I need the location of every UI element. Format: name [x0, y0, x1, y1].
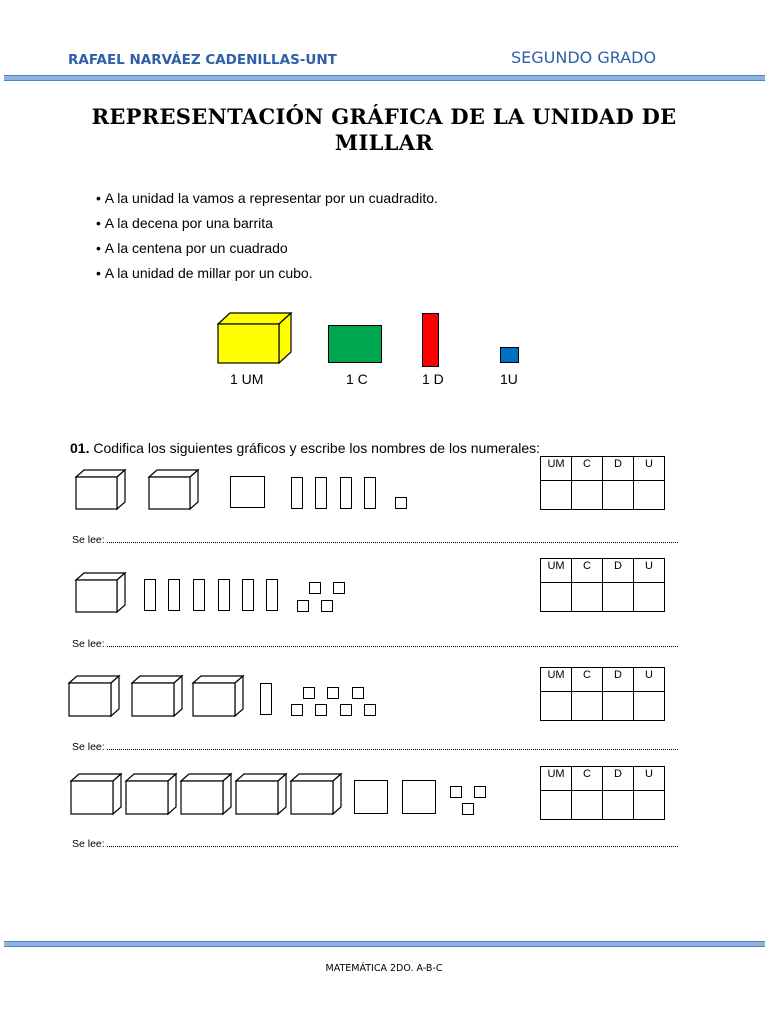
header-um: UM [541, 668, 572, 692]
cube-icon [192, 675, 245, 718]
header-d: D [603, 668, 634, 692]
footer-text: MATEMÁTICA 2DO. A-B-C [325, 963, 443, 974]
header-d: D [603, 559, 634, 583]
legend-label-um: 1 UM [230, 371, 264, 387]
unit-square [333, 582, 345, 594]
cube-icon [68, 675, 121, 718]
unit-square [462, 803, 474, 815]
footer-divider [4, 941, 765, 947]
header-um: UM [541, 457, 572, 481]
header-um: UM [541, 559, 572, 583]
cube-icon [70, 773, 123, 816]
unit-square [315, 704, 327, 716]
answer-dotted-line[interactable] [107, 638, 678, 647]
read-label: Se lee: [72, 638, 105, 650]
answer-dotted-line[interactable] [107, 534, 678, 543]
header-c: C [572, 767, 603, 791]
author-name: RAFAEL NARVÁEZ CADENILLAS-UNT [68, 52, 337, 68]
read-label: Se lee: [72, 741, 105, 753]
question-text: Codifica los siguientes gráficos y escribe los nombres de los numerales: [93, 440, 541, 456]
answer-cell-u[interactable] [634, 583, 665, 612]
ten-bar [168, 579, 180, 611]
legend-hundred-square [328, 325, 382, 363]
legend-label-d: 1 D [422, 371, 444, 387]
cube-icon [75, 572, 127, 614]
answer-cell-um[interactable] [541, 791, 572, 820]
header-c: C [572, 559, 603, 583]
cube-icon [125, 773, 178, 816]
unit-square [395, 497, 407, 509]
header-d: D [603, 457, 634, 481]
header-u: U [634, 559, 665, 583]
read-line-2[interactable] [72, 638, 678, 650]
header-u: U [634, 457, 665, 481]
header-um: UM [541, 767, 572, 791]
ten-bar [291, 477, 303, 509]
question-prompt [70, 440, 540, 456]
unit-square [303, 687, 315, 699]
answer-cell-um[interactable] [541, 692, 572, 721]
place-value-table-3 [540, 667, 665, 721]
ten-bar [266, 579, 278, 611]
answer-cell-c[interactable] [572, 481, 603, 510]
unit-square [327, 687, 339, 699]
unit-square [450, 786, 462, 798]
instruction-item: • A la unidad la vamos a representar por un cuadradito. [96, 188, 438, 213]
ten-bar [144, 579, 156, 611]
header-u: U [634, 668, 665, 692]
header-d: D [603, 767, 634, 791]
answer-dotted-line[interactable] [107, 838, 678, 847]
unit-square [364, 704, 376, 716]
unit-square [340, 704, 352, 716]
answer-dotted-line[interactable] [107, 741, 678, 750]
question-number: 01. [70, 440, 90, 456]
answer-cell-u[interactable] [634, 692, 665, 721]
answer-cell-c[interactable] [572, 791, 603, 820]
read-line-1[interactable] [72, 534, 678, 546]
cube-icon [131, 675, 184, 718]
answer-cell-d[interactable] [603, 583, 634, 612]
hundred-square [230, 476, 265, 508]
unit-square [352, 687, 364, 699]
ten-bar [193, 579, 205, 611]
read-line-4[interactable] [72, 838, 678, 850]
unit-square [474, 786, 486, 798]
instruction-item: • A la centena por un cuadrado [96, 238, 438, 263]
instruction-item: • A la unidad de millar por un cubo. [96, 263, 438, 288]
page-title [40, 104, 728, 156]
answer-cell-d[interactable] [603, 692, 634, 721]
cube-icon [235, 773, 288, 816]
place-value-table-2 [540, 558, 665, 612]
legend-label-u: 1U [500, 371, 518, 387]
unit-square [297, 600, 309, 612]
unit-square [309, 582, 321, 594]
page-title-line-1: REPRESENTACIÓN GRÁFICA DE LA UNIDAD DE [91, 104, 677, 129]
cube-icon [148, 469, 200, 511]
read-line-3[interactable] [72, 741, 678, 753]
answer-cell-c[interactable] [572, 692, 603, 721]
cube-icon [75, 469, 127, 511]
header-u: U [634, 767, 665, 791]
legend-unit-square [500, 347, 519, 363]
header-c: C [572, 457, 603, 481]
answer-cell-um[interactable] [541, 481, 572, 510]
ten-bar [242, 579, 254, 611]
ten-bar [260, 683, 272, 715]
answer-cell-d[interactable] [603, 481, 634, 510]
cube-icon [180, 773, 233, 816]
header-divider [4, 75, 765, 81]
ten-bar [364, 477, 376, 509]
place-value-table-4 [540, 766, 665, 820]
ten-bar [340, 477, 352, 509]
answer-cell-u[interactable] [634, 481, 665, 510]
hundred-square [354, 780, 388, 814]
instruction-item: • A la decena por una barrita [96, 213, 438, 238]
header-c: C [572, 668, 603, 692]
answer-cell-c[interactable] [572, 583, 603, 612]
cube-icon [290, 773, 343, 816]
ten-bar [218, 579, 230, 611]
read-label: Se lee: [72, 534, 105, 546]
unit-square [291, 704, 303, 716]
read-label: Se lee: [72, 838, 105, 850]
legend-ten-bar [422, 313, 439, 367]
grade-label: SEGUNDO GRADO [511, 48, 657, 67]
answer-cell-um[interactable] [541, 583, 572, 612]
unit-square [321, 600, 333, 612]
answer-cell-d[interactable] [603, 791, 634, 820]
ten-bar [315, 477, 327, 509]
hundred-square [402, 780, 436, 814]
place-value-table-1 [540, 456, 665, 510]
instructions-list [96, 188, 438, 288]
legend-cube-icon [217, 312, 295, 364]
page-title-line-2: MILLAR [334, 130, 434, 155]
legend-label-c: 1 C [346, 371, 368, 387]
answer-cell-u[interactable] [634, 791, 665, 820]
